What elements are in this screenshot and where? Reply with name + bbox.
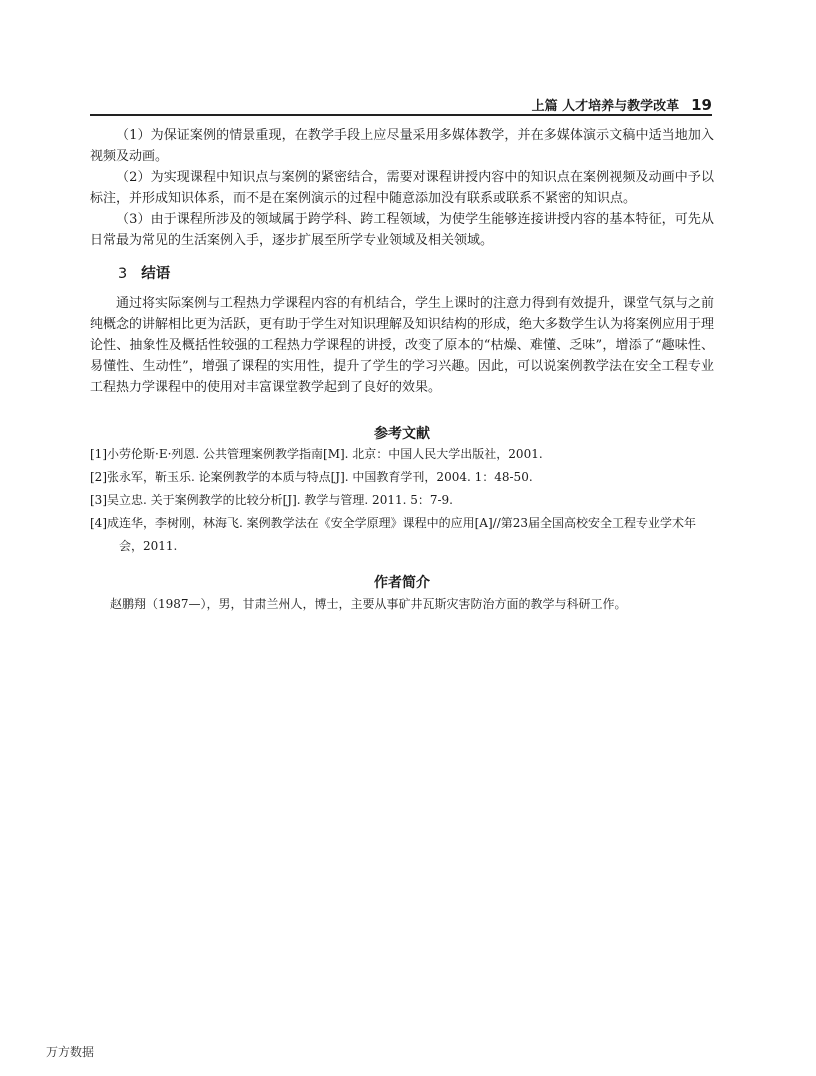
reference-item: [1]小劳伦斯·E·列恩. 公共管理案例教学指南[M]. 北京：中国人民大学出版社，2001. xyxy=(90,447,543,461)
section-title: 结语 xyxy=(141,266,171,282)
conclusion-paragraph: 通过将实际案例与工程热力学课程内容的有机结合，学生上课时的注意力得到有效提升，课堂气氛与之前纯概念的讲解相比更为活跃，更有助于学生对知识理解及知识结构的形成，绝大多数学生认为将案例应用于理论性、抽象性及概括性较强的工程热力学课程的讲授，改变了原本的“枯燥、难懂、乏味”，增添了“趣味性、易懂性、生动性”，增强了课程的实用性，提升了学生的学习兴趣。因此，可以说案例教学法在安全工程专业工程热力学课程中的使用对丰富课堂教学起到了良好的效果。 xyxy=(90,296,715,395)
header-rule xyxy=(90,114,712,116)
section-number: 3 xyxy=(118,266,128,282)
running-header xyxy=(90,95,712,114)
watermark: 万方数据 xyxy=(46,1045,95,1059)
author-bio-title: 作者简介 xyxy=(374,575,430,591)
page-number: 19 xyxy=(691,96,712,114)
reference-list xyxy=(90,443,720,558)
paragraph-item-1: （1）为保证案例的情景重现，在教学手段上应尽量采用多媒体教学，并在多媒体演示文稿中适当地加入视频及动画。 xyxy=(90,128,714,164)
paragraph-item-3: （3）由于课程所涉及的领域属于跨学科、跨工程领域，为使学生能够连接讲授内容的基本特征，可先从日常最为常见的生活案例入手，逐步扩展至所学专业领域及相关领域。 xyxy=(90,212,714,248)
reference-item: [2]张永军，靳玉乐. 论案例教学的本质与特点[J]. 中国教育学刊，2004. 1：48-50. xyxy=(90,470,533,484)
section-heading xyxy=(118,262,170,283)
reference-item: [3]吴立忠. 关于案例教学的比较分析[J]. 教学与管理. 2011. 5：7-9. xyxy=(90,493,454,507)
author-bio-text: 赵鹏翔（1987—），男，甘肃兰州人，博士，主要从事矿井瓦斯灾害防治方面的教学与科研工作。 xyxy=(110,597,627,611)
header-section-title: 上篇 人才培养与教学改革 xyxy=(531,99,680,114)
references-title: 参考文献 xyxy=(374,426,430,442)
paragraph-item-2: （2）为实现课程中知识点与案例的紧密结合，需要对课程讲授内容中的知识点在案例视频及动画中予以标注，并形成知识体系，而不是在案例演示的过程中随意添加没有联系或联系不紧密的知识点。 xyxy=(90,170,714,206)
reference-item: [4]成连华，李树刚，林海飞. 案例教学法在《安全学原理》课程中的应用[A]//第23届全国高校安全工程专业学术年会，2011. xyxy=(90,516,697,553)
